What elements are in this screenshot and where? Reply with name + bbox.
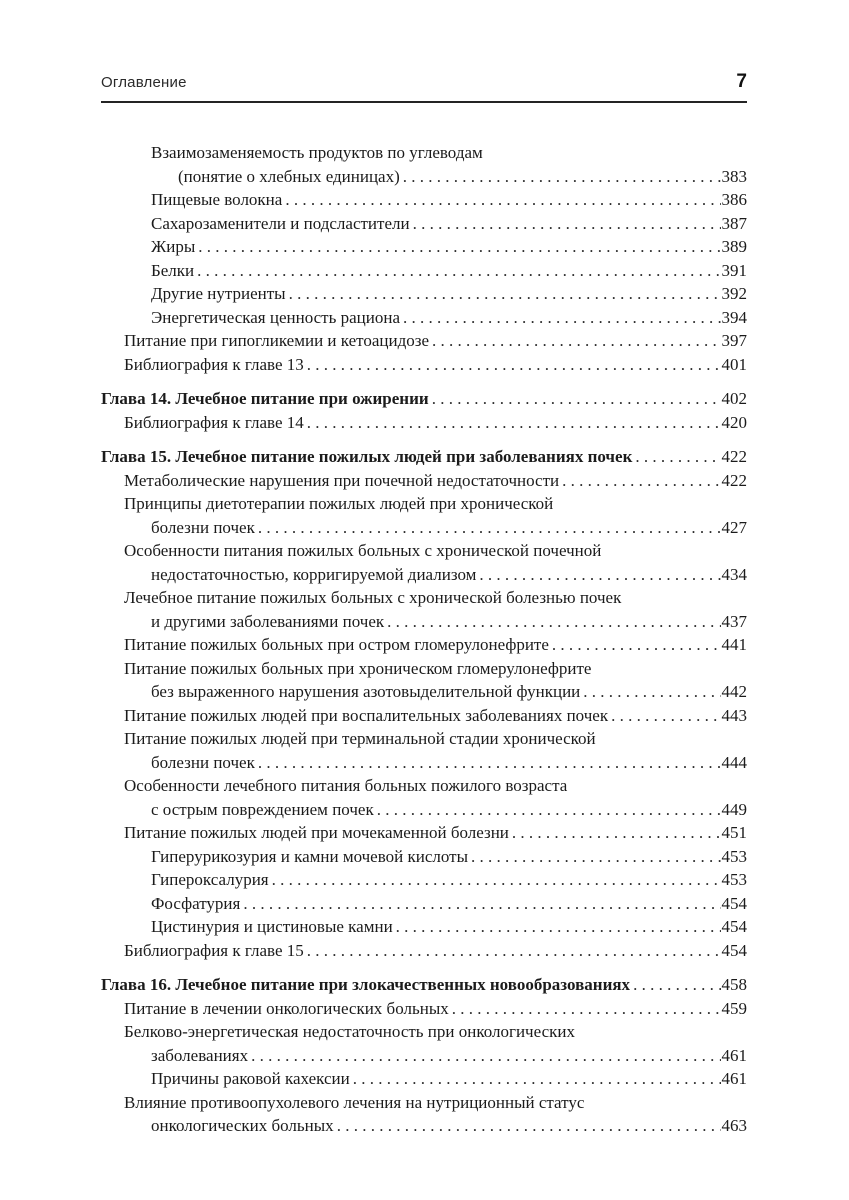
entry-title: Принципы диетотерапии пожилых людей при хронической xyxy=(124,494,554,513)
entry-line xyxy=(124,492,747,516)
entry-line xyxy=(124,469,747,493)
entry-line xyxy=(151,915,747,939)
dot-leader xyxy=(258,516,721,540)
entry-line xyxy=(124,586,747,610)
entry-title: Питание пожилых больных при остром гломерулонефрите xyxy=(124,635,549,654)
entry-line xyxy=(124,1020,747,1044)
dot-leader xyxy=(403,165,721,189)
toc-chapter-entry xyxy=(101,445,747,469)
entry-line xyxy=(151,306,747,330)
dot-leader xyxy=(512,821,721,845)
toc-entry xyxy=(101,821,747,845)
entry-line xyxy=(124,633,747,657)
toc-entry xyxy=(101,469,747,493)
entry-page-number: 437 xyxy=(721,611,747,631)
toc-entry xyxy=(101,1067,747,1091)
toc-entry xyxy=(101,915,747,939)
dot-leader xyxy=(396,915,721,939)
dot-leader xyxy=(387,610,720,634)
entry-page-number: 453 xyxy=(721,846,747,866)
dot-leader xyxy=(272,868,721,892)
dot-leader xyxy=(583,680,720,704)
entry-title: Глава 16. Лечебное питание при злокачественных новообразованиях xyxy=(101,975,631,994)
entry-title: Питание пожилых людей при терминальной стадии хронической xyxy=(124,729,596,748)
dot-leader xyxy=(337,1114,721,1138)
entry-line xyxy=(124,997,747,1021)
entry-page-number: 441 xyxy=(721,635,747,654)
entry-line xyxy=(101,973,747,997)
entry-title: Питание пожилых людей при мочекаменной болезни xyxy=(124,823,509,842)
entry-line xyxy=(101,445,747,469)
entry-line-wrapped xyxy=(124,751,747,775)
dot-leader xyxy=(471,845,721,869)
dot-leader xyxy=(552,633,721,657)
entry-page-number: 454 xyxy=(721,917,747,936)
toc-entry xyxy=(101,997,747,1021)
toc-entry xyxy=(101,727,747,774)
dot-leader xyxy=(562,469,720,493)
entry-page-number: 461 xyxy=(721,1045,747,1065)
dot-leader xyxy=(198,235,720,259)
entry-page-number: 443 xyxy=(721,705,747,725)
toc-entry xyxy=(101,492,747,539)
entry-page-number: 461 xyxy=(721,1069,747,1088)
entry-line xyxy=(124,329,747,353)
entry-title: Глава 14. Лечебное питание при ожирении xyxy=(101,389,429,408)
entry-line-wrapped xyxy=(124,1114,747,1138)
page-content xyxy=(101,71,747,1138)
entry-title: с острым повреждением почек xyxy=(151,799,374,819)
entry-title: Белки xyxy=(151,260,195,280)
entry-page-number: 451 xyxy=(721,823,747,842)
entry-line xyxy=(151,188,747,212)
dot-leader xyxy=(452,997,721,1021)
entry-line xyxy=(151,868,747,892)
entry-page-number: 397 xyxy=(721,331,747,350)
dot-leader xyxy=(611,704,720,728)
entry-title: Влияние противоопухолевого лечения на нутриционный статус xyxy=(124,1092,585,1112)
toc-chapter-entry xyxy=(101,387,747,411)
dot-leader xyxy=(432,387,721,411)
toc-entry xyxy=(101,774,747,821)
entry-line xyxy=(151,259,747,283)
toc-entry xyxy=(101,235,747,259)
entry-line xyxy=(124,657,747,681)
running-title: Оглавление xyxy=(101,74,187,91)
entry-line xyxy=(124,821,747,845)
entry-page-number: 454 xyxy=(721,893,747,913)
entry-title: Питание при гипогликемии и кетоацидозе xyxy=(124,331,430,350)
entry-title: Жиры xyxy=(151,237,196,256)
entry-title: Белково-энергетическая недостаточность при онкологических xyxy=(124,1022,575,1041)
dot-leader xyxy=(289,282,721,306)
entry-title: Цистинурия и цистиновые камни xyxy=(151,917,393,936)
entry-title: Особенности питания пожилых больных с хронической почечной xyxy=(124,541,602,560)
dot-leader xyxy=(307,411,721,435)
dot-leader xyxy=(413,212,721,236)
toc-entry xyxy=(101,212,747,236)
entry-line xyxy=(151,892,747,916)
entry-page-number: 427 xyxy=(721,517,747,537)
entry-line xyxy=(101,387,747,411)
entry-line-wrapped xyxy=(124,516,747,540)
entry-title: и другими заболеваниями почек xyxy=(151,611,385,631)
entry-page-number: 383 xyxy=(721,166,747,186)
dot-leader xyxy=(307,353,721,377)
entry-line-wrapped xyxy=(151,165,747,189)
entry-page-number: 463 xyxy=(721,1116,747,1135)
entry-page-number: 458 xyxy=(721,975,747,994)
toc-entry xyxy=(101,306,747,330)
dot-leader xyxy=(353,1067,721,1091)
entry-line xyxy=(151,282,747,306)
entry-page-number: 402 xyxy=(721,389,747,408)
toc-entry xyxy=(101,329,747,353)
dot-leader xyxy=(377,798,721,822)
entry-title: Пищевые волокна xyxy=(151,190,283,209)
entry-line xyxy=(124,939,747,963)
entry-page-number: 444 xyxy=(721,752,747,772)
toc-entry xyxy=(101,892,747,916)
entry-page-number: 420 xyxy=(721,412,747,432)
entry-title: Библиография к главе 13 xyxy=(124,354,304,374)
entry-title: заболеваниях xyxy=(151,1045,249,1065)
entry-page-number: 391 xyxy=(721,260,747,280)
entry-page-number: 394 xyxy=(721,307,747,327)
entry-line xyxy=(124,539,747,563)
entry-title: Другие нутриенты xyxy=(151,284,286,303)
entry-title: Гипероксалурия xyxy=(151,870,269,889)
entry-line xyxy=(124,704,747,728)
entry-page-number: 459 xyxy=(721,998,747,1018)
entry-page-number: 392 xyxy=(721,284,747,303)
toc-entry xyxy=(101,539,747,586)
entry-page-number: 454 xyxy=(721,940,747,960)
entry-title: болезни почек xyxy=(151,517,255,537)
dot-leader xyxy=(307,939,721,963)
entry-line xyxy=(124,353,747,377)
header-rule xyxy=(101,101,747,103)
dot-leader xyxy=(633,973,720,997)
toc-entry xyxy=(101,188,747,212)
entry-line-wrapped xyxy=(124,563,747,587)
entry-line xyxy=(124,411,747,435)
toc-entry xyxy=(101,868,747,892)
entry-page-number: 449 xyxy=(721,799,747,819)
entry-page-number: 434 xyxy=(721,564,747,584)
toc-entry xyxy=(101,1091,747,1138)
toc-entry xyxy=(101,282,747,306)
entry-title: Питание пожилых людей при воспалительных заболеваниях почек xyxy=(124,705,609,725)
dot-leader xyxy=(285,188,720,212)
entry-page-number: 422 xyxy=(721,470,747,490)
dot-leader xyxy=(635,445,720,469)
toc-entry xyxy=(101,939,747,963)
entry-line xyxy=(124,774,747,798)
toc-entry xyxy=(101,353,747,377)
entry-page-number: 389 xyxy=(721,237,747,256)
toc-entry xyxy=(101,411,747,435)
entry-page-number: 422 xyxy=(721,447,747,466)
entry-page-number: 386 xyxy=(721,190,747,209)
entry-page-number: 442 xyxy=(721,682,747,701)
entry-line-wrapped xyxy=(124,1044,747,1068)
dot-leader xyxy=(432,329,720,353)
entry-line xyxy=(124,1091,747,1115)
entry-title: Фосфатурия xyxy=(151,893,241,913)
entry-title: без выраженного нарушения азотовыделительной функции xyxy=(151,682,581,701)
dot-leader xyxy=(243,892,720,916)
entry-title: Причины раковой кахексии xyxy=(151,1069,350,1088)
toc-entry xyxy=(101,657,747,704)
toc-entry xyxy=(101,845,747,869)
toc-entry xyxy=(101,586,747,633)
entry-title: недостаточностью, корригируемой диализом xyxy=(151,564,477,584)
entry-title: (понятие о хлебных единицах) xyxy=(178,166,400,186)
entry-line xyxy=(124,727,747,751)
entry-title: Питание в лечении онкологических больных xyxy=(124,998,449,1018)
entry-title: Гиперурикозурия и камни мочевой кислоты xyxy=(151,846,468,866)
toc-entry xyxy=(101,633,747,657)
entry-title: Взаимозаменяемость продуктов по углеводам xyxy=(151,143,483,162)
entry-line xyxy=(151,235,747,259)
entry-title: Энергетическая ценность рациона xyxy=(151,307,400,327)
entry-title: Питание пожилых больных при хроническом гломерулонефрите xyxy=(124,658,592,678)
entry-line-wrapped xyxy=(124,680,747,704)
dot-leader xyxy=(251,1044,720,1068)
entry-title: онкологических больных xyxy=(151,1116,334,1135)
page-header xyxy=(101,71,747,101)
entry-title: Лечебное питание пожилых больных с хронической болезнью почек xyxy=(124,588,622,607)
page-number: 7 xyxy=(736,71,747,92)
toc-chapter-entry xyxy=(101,973,747,997)
entry-page-number: 453 xyxy=(721,870,747,889)
toc-entry xyxy=(101,259,747,283)
entry-line xyxy=(151,845,747,869)
entry-title: Библиография к главе 14 xyxy=(124,412,304,432)
entry-title: Метаболические нарушения при почечной недостаточности xyxy=(124,470,560,490)
entry-line-wrapped xyxy=(124,610,747,634)
dot-leader xyxy=(197,259,720,283)
entry-title: болезни почек xyxy=(151,752,255,772)
toc-list xyxy=(101,141,747,1138)
entry-page-number: 401 xyxy=(721,354,747,374)
dot-leader xyxy=(403,306,721,330)
entry-line xyxy=(151,212,747,236)
entry-line-wrapped xyxy=(124,798,747,822)
toc-entry xyxy=(101,1020,747,1067)
toc-entry xyxy=(101,704,747,728)
entry-title: Особенности лечебного питания больных пожилого возраста xyxy=(124,776,568,795)
entry-page-number: 387 xyxy=(721,213,747,233)
toc-entry xyxy=(101,141,747,188)
entry-line xyxy=(151,141,747,165)
dot-leader xyxy=(258,751,721,775)
entry-line xyxy=(151,1067,747,1091)
entry-title: Глава 15. Лечебное питание пожилых людей при заболеваниях почек xyxy=(101,447,633,466)
entry-title: Библиография к главе 15 xyxy=(124,940,304,960)
entry-title: Сахарозаменители и подсластители xyxy=(151,213,410,233)
dot-leader xyxy=(479,563,720,587)
